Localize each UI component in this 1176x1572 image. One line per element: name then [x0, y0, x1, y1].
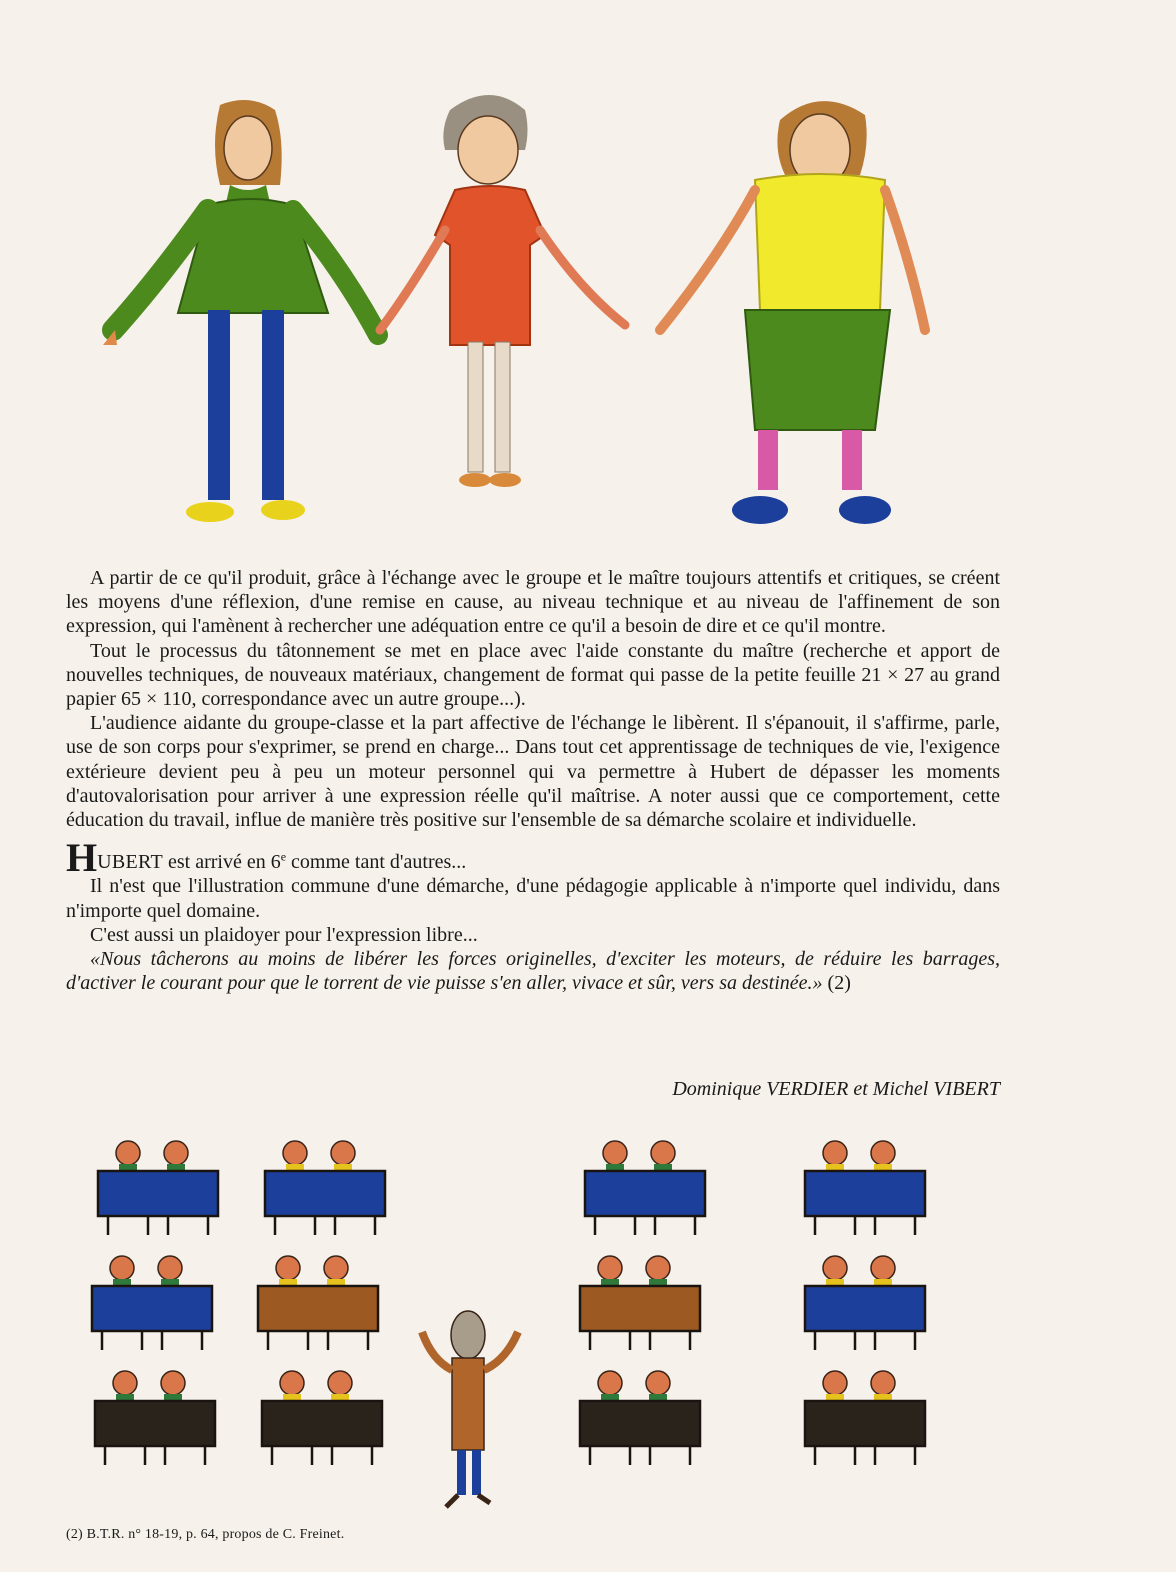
desk-with-pupils [265, 1141, 385, 1235]
article-body [66, 566, 1000, 995]
children-holding-hands-drawing [90, 80, 970, 550]
lead-rest: est arrivé en 6 [162, 851, 281, 874]
figure-green-dress [103, 100, 378, 522]
desk-with-pupils [805, 1371, 925, 1465]
desk-with-pupils [92, 1256, 212, 1350]
section-lead [66, 835, 1000, 881]
desk-with-pupils [580, 1371, 700, 1465]
dropcap: H [66, 835, 98, 881]
desk-with-pupils [580, 1256, 700, 1350]
teacher-figure [422, 1311, 518, 1507]
paragraph-3: L'audience aidante du groupe-classe et la part affective de l'échange le libèrent. Il s'épanouit, il s'affirme, parle, use de son corps pour s'exprimer, se prend en charge... Dans tout cet apprentissage de techniques de vie, l'exigence extérieure devient peu à peu un moteur personnel qui va permettre à Hubert de dépasser les moments d'autovalorisation pour arriver à une expression réelle qu'il maîtrise. A noter aussi que ce comportement, cette éducation du travail, influe de manière très positive sur l'ensemble de sa démarche scolaire et individuelle. [66, 712, 1000, 832]
desk-with-pupils [585, 1141, 705, 1235]
paragraph-6: C'est aussi un plaidoyer pour l'expression libre... [90, 923, 478, 946]
footnote: (2) B.T.R. n° 18-19, p. 64, propos de C. Freinet. [66, 1527, 345, 1542]
quote-text: «Nous tâcherons au moins de libérer les forces originelles, d'exciter les moteurs, de réduire les barrages, d'activer le courant pour que le torrent de vie puisse s'en aller, vivace et sûr, vers sa destinée.» [66, 948, 1000, 995]
desk-with-pupils [805, 1141, 925, 1235]
lead-end: comme tant d'autres... [286, 851, 467, 874]
classroom-desks-drawing [80, 1120, 960, 1525]
desk-with-pupils [805, 1256, 925, 1350]
lead-caps: UBERT [97, 851, 163, 874]
paragraph-1: A partir de ce qu'il produit, grâce à l'échange avec le groupe et le maître toujours attentifs et critiques, se créent les moyens d'une réflexion, d'une remise en cause, au niveau technique et au niveau de l'affinement de son expression, qui l'amènent à rechercher une adéquation entre ce qu'il a besoin de dire et ce qu'il montre. [66, 567, 1000, 638]
freinet-quote [66, 947, 1000, 995]
signature: Dominique VERDIER et Michel VIBERT [672, 1078, 1000, 1100]
quote-reference: (2) [822, 972, 851, 995]
paragraph-5: Il n'est que l'illustration commune d'une démarche, d'une pédagogie applicable à n'importe quel individu, dans n'importe quel domaine. [66, 875, 1000, 922]
desk-with-pupils [258, 1256, 378, 1350]
desk-with-pupils [98, 1141, 218, 1235]
paragraph-2: Tout le processus du tâtonnement se met en place avec l'aide constante du maître (recherche et apport de nouvelles techniques, de nouveaux matériaux, changement de format qui passe de la petite feuille 21 × 27 au grand papier 65 × 110, correspondance avec un autre groupe...). [66, 639, 1000, 711]
figure-yellow-shirt [660, 101, 925, 524]
desk-with-pupils [262, 1371, 382, 1465]
figure-orange-shirt [380, 95, 625, 487]
desk-with-pupils [95, 1371, 215, 1465]
lead-sup: e [280, 849, 287, 864]
